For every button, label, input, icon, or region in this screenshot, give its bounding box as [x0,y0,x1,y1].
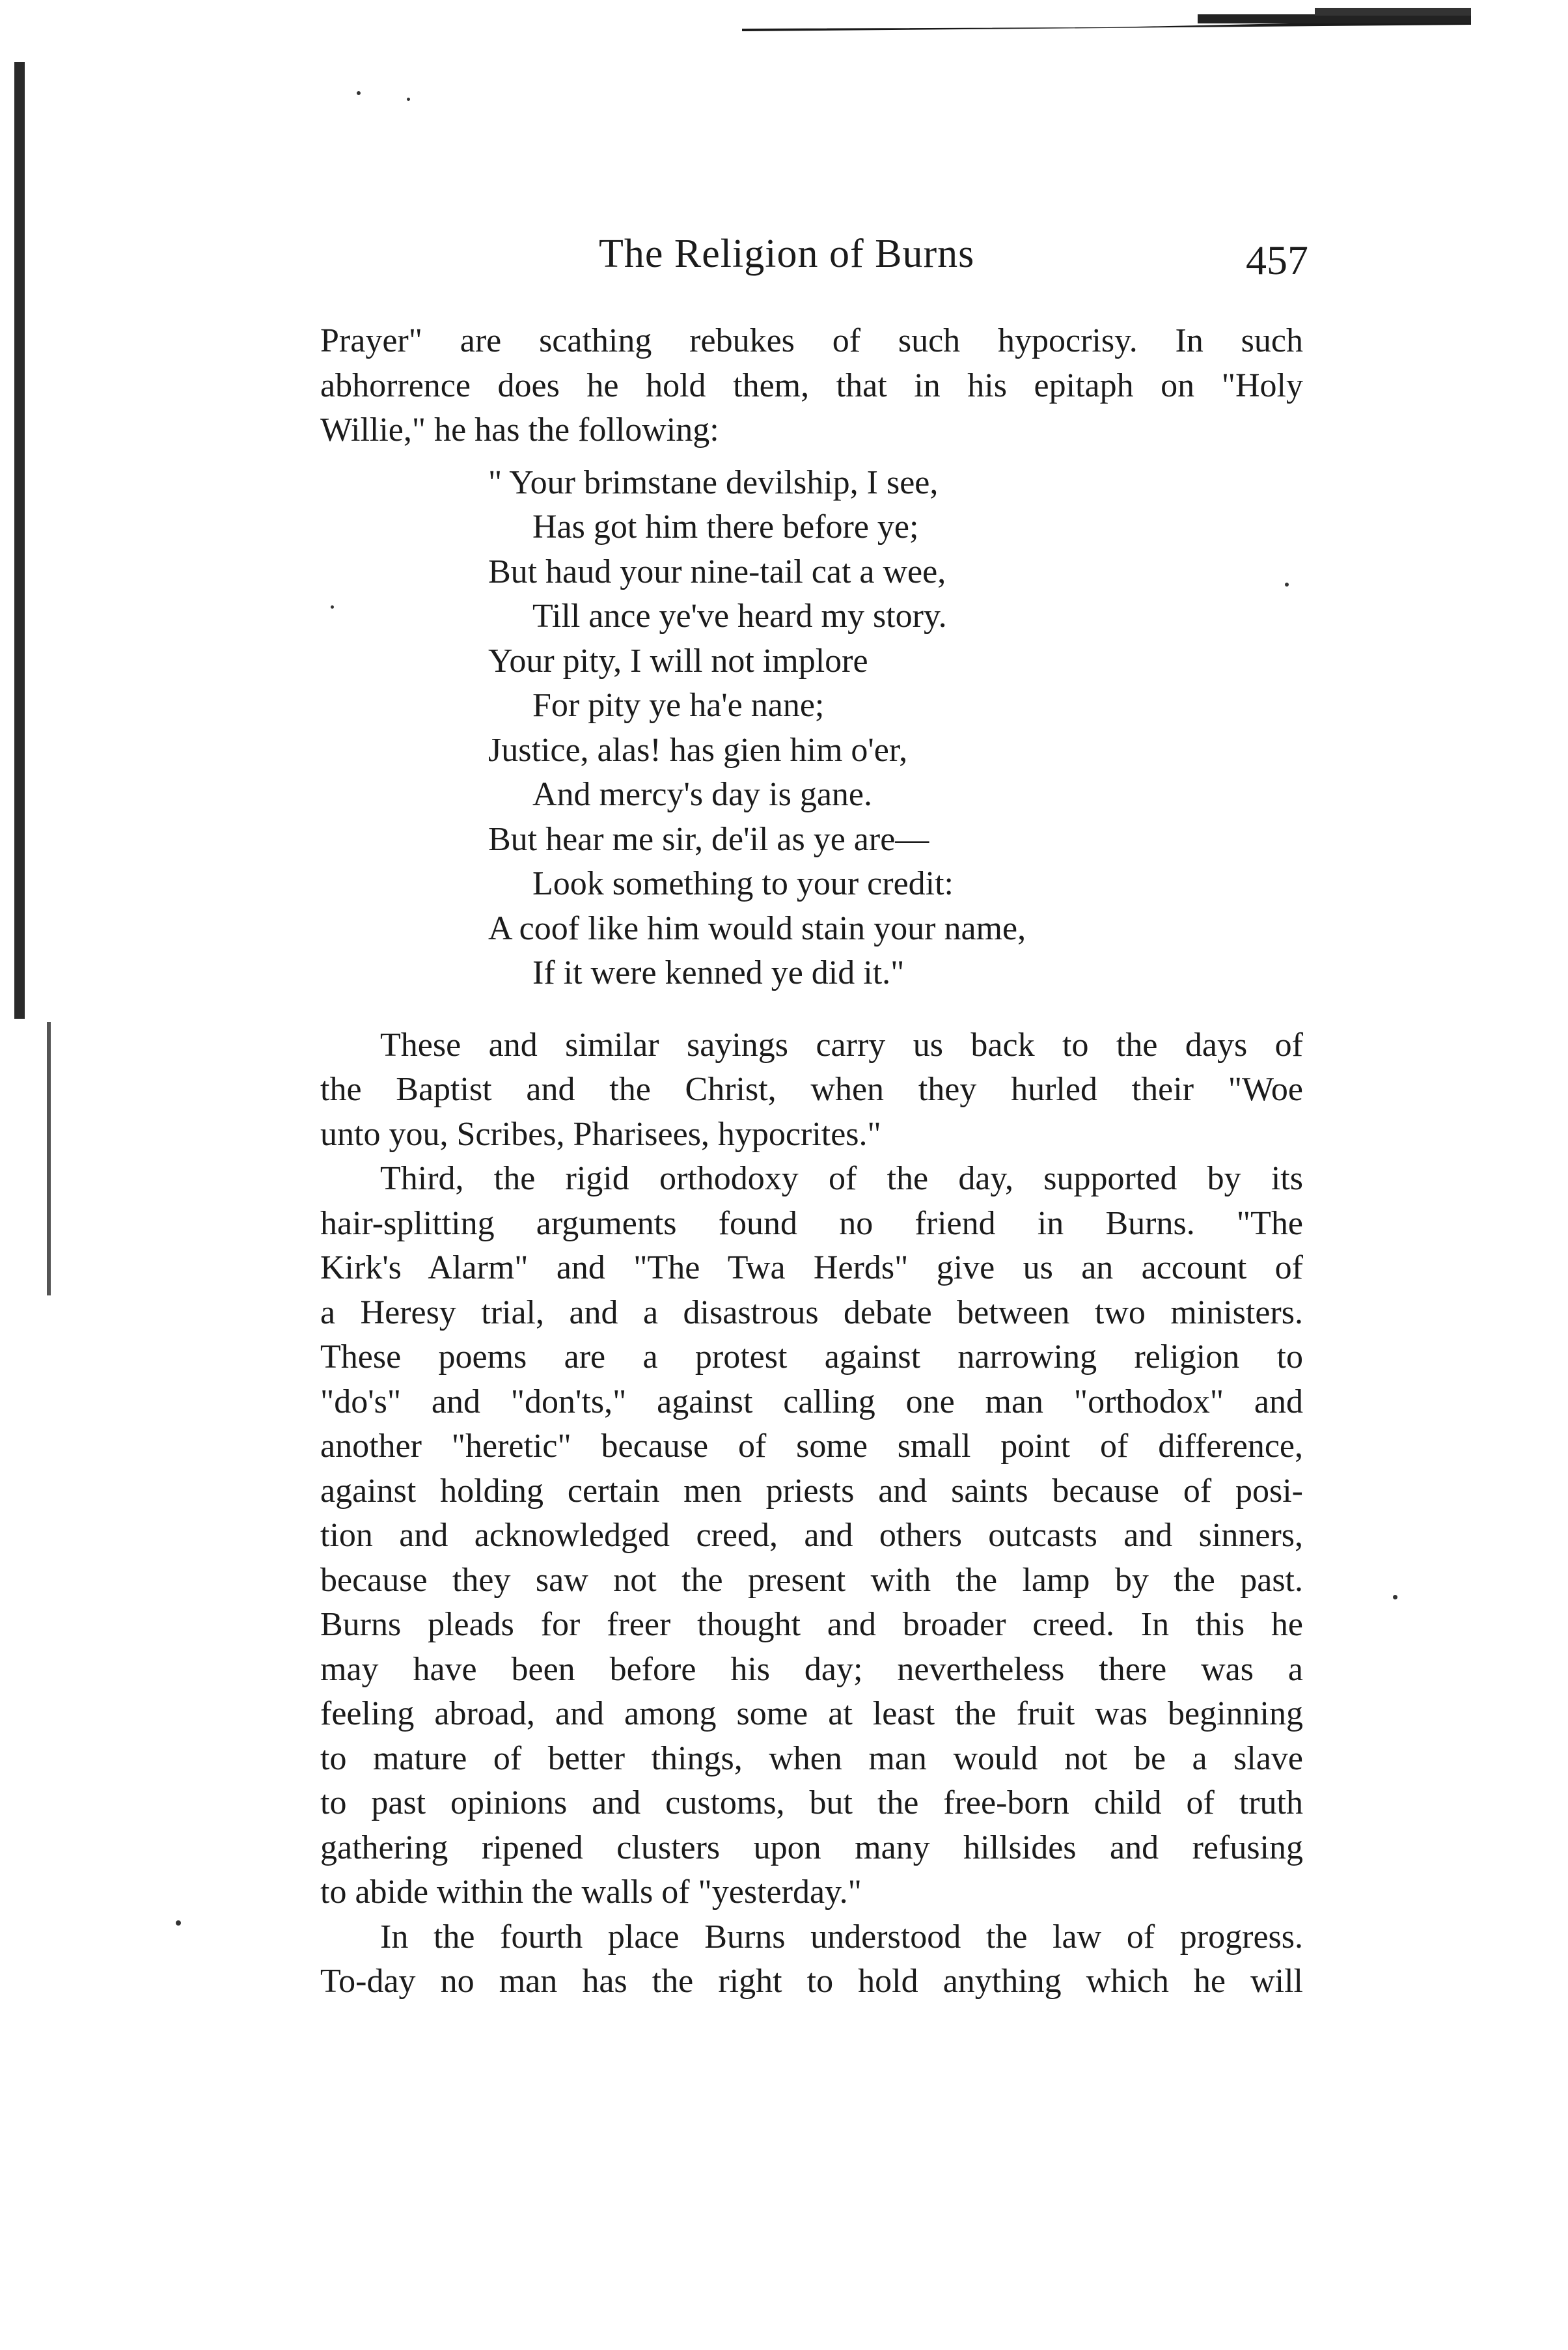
intro-paragraph [320,319,1303,453]
text-line: To-day no man has the right to hold anything which he will [320,1963,1303,2000]
verse-line: A coof like him would stain your name, [488,909,1026,947]
verse-line: Your pity, I will not implore [488,642,868,680]
scan-speck [357,91,361,95]
verse-line: And mercy's day is gane. [532,776,873,813]
text-line: against holding certain men priests and saints because of posi- [320,1472,1303,1510]
paragraph [320,1915,1303,2004]
verse-line: For pity ye ha'e nane; [532,687,825,724]
text-line: abhorrence does he hold them, that in his epitaph on "Holy [320,366,1303,404]
verse-line: But haud your nine-tail cat a wee, [488,553,946,590]
text-line: unto you, Scribes, Pharisees, hypocrites." [320,1115,881,1153]
verse-line: " Your brimstane devilship, I see, [488,463,939,501]
text-line: feeling abroad, and among some at least the fruit was beginning [320,1695,1303,1732]
text-line: In the fourth place Burns understood the law of progress. [380,1918,1303,1956]
paragraph [320,1157,1303,1915]
running-title: The Religion of Burns [599,232,975,276]
binding-edge-mark [14,62,25,1019]
text-line: Burns pleads for freer thought and broader creed. In this he [320,1606,1303,1643]
scan-top-rule [742,5,1471,43]
text-line: hair-splitting arguments found no friend in Burns. "The [320,1204,1303,1242]
text-line: the Baptist and the Christ, when they hurled their "Woe [320,1071,1303,1108]
text-line: These and similar sayings carry us back to the days of [380,1026,1303,1064]
text-line: because they saw not the present with the lamp by the past. [320,1561,1303,1599]
paragraph [320,1023,1303,1157]
text-line: to mature of better things, when man would not be a slave [320,1739,1303,1777]
page-text [320,319,1303,2004]
text-line: may have been before his day; nevertheless there was a [320,1650,1303,1688]
binding-edge-mark [47,1022,51,1295]
text-line: Third, the rigid orthodoxy of the day, supported by its [380,1160,1303,1197]
epitaph-verse [488,461,1303,996]
verse-line: But hear me sir, de'il as ye are— [488,820,929,858]
text-line: Prayer" are scathing rebukes of such hypocrisy. In such [320,322,1303,359]
text-line: Kirk's Alarm" and "The Twa Herds" give us an account of [320,1249,1303,1286]
verse-line: Till ance ye've heard my story. [532,598,947,635]
text-line: to past opinions and customs, but the free-born child of truth [320,1784,1303,1821]
running-header [599,231,1308,303]
text-line: tion and acknowledged creed, and others outcasts and sinners, [320,1517,1303,1554]
text-line: a Heresy trial, and a disastrous debate between two ministers. [320,1293,1303,1331]
verse-line: Has got him there before ye; [532,508,919,546]
verse-line: If it were kenned ye did it." [532,954,905,991]
text-line: "do's" and "don'ts," against calling one man "orthodox" and [320,1383,1303,1420]
scan-speck [176,1920,181,1926]
text-line: another "heretic" because of some small point of difference, [320,1428,1303,1465]
scan-speck [407,98,410,101]
verse-line: Look something to your credit: [532,865,954,902]
verse-line: Justice, alas! has gien him o'er, [488,731,908,769]
scan-speck [1393,1595,1397,1599]
text-line: These poems are a protest against narrowing religion to [320,1338,1303,1375]
text-line: to abide within the walls of "yesterday." [320,1873,862,1911]
page-number: 457 [1246,237,1308,283]
text-line: gathering ripened clusters upon many hillsides and refusing [320,1829,1303,1866]
text-line: Willie," he has the following: [320,411,719,449]
